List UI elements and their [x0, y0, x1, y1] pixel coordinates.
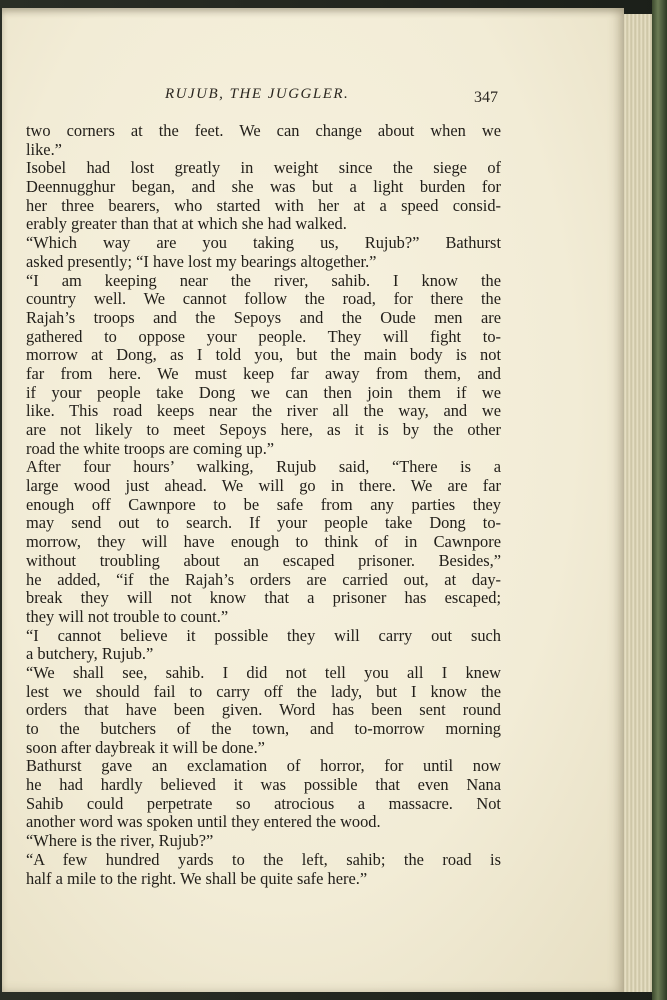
text-line: road the white troops are coming up.” — [26, 439, 275, 458]
text-line: Bathurst gave an exclamation of horror, for until now — [26, 757, 501, 776]
text-line: enough off Cawnpore to be safe from any parties they — [26, 495, 501, 514]
text-line: without troubling about an escaped prisoner. Besides,” — [26, 551, 501, 570]
text-line: they will not trouble to count.” — [26, 607, 229, 626]
text-line: two corners at the feet. We can change about when we — [26, 122, 501, 140]
text-line: half a mile to the right. We shall be quite safe here.” — [26, 869, 368, 888]
page-number: 347 — [474, 89, 498, 106]
body-text — [26, 122, 501, 888]
text-line: Sahib could perpetrate so atrocious a massacre. Not — [26, 794, 501, 813]
book-cover-edge — [652, 0, 667, 1000]
text-line: asked presently; “I have lost my bearings altogether.” — [26, 252, 377, 271]
text-line: he added, “if the Rajah’s orders are carried out, at day- — [26, 570, 501, 589]
text-line: another word was spoken until they entered the wood. — [26, 813, 381, 832]
text-line: like. This road keeps near the river all the way, and we — [26, 402, 501, 421]
text-line: country well. We cannot follow the road, for there the — [26, 290, 501, 309]
running-title: RUJUB, THE JUGGLER. — [165, 86, 350, 102]
text-line: “A few hundred yards to the left, sahib; the road is — [26, 850, 501, 869]
text-line: may send out to search. If your people take Dong to- — [26, 514, 501, 533]
text-line: morrow, they will have enough to think of in Cawnpore — [26, 533, 501, 552]
text-line: “I cannot believe it possible they will carry out such — [26, 626, 501, 645]
text-line: lest we should fail to carry off the lady, but I know the — [26, 682, 501, 701]
text-line: “I am keeping near the river, sahib. I know the — [26, 271, 501, 290]
text-line: large wood just ahead. We will go in there. We are far — [26, 477, 501, 496]
text-line: gathered to oppose your people. They will fight to- — [26, 327, 501, 346]
text-line: far from here. We must keep far away from them, and — [26, 364, 501, 383]
text-line: her three bearers, who started with her at a speed consid- — [26, 196, 501, 215]
text-line: soon after daybreak it will be done.” — [26, 738, 265, 757]
text-line: like.” — [26, 140, 62, 159]
text-line: morrow at Dong, as I told you, but the main body is not — [26, 346, 501, 365]
text-line: break they will not know that a prisoner has escaped; — [26, 589, 501, 608]
text-line: a butchery, Rujub.” — [26, 645, 154, 664]
text-line: Deennugghur began, and she was but a light burden for — [26, 178, 501, 197]
text-line: After four hours’ walking, Rujub said, “There is a — [26, 458, 501, 477]
text-line: “Where is the river, Rujub?” — [26, 832, 214, 851]
text-line: Rajah’s troops and the Sepoys and the Oude men are — [26, 308, 501, 327]
text-line: are not likely to meet Sepoys here, as it is by the other — [26, 421, 501, 439]
text-line: “We shall see, sahib. I did not tell you all I knew — [26, 663, 501, 682]
text-line: if your people take Dong we can then join them if we — [26, 383, 501, 402]
book-page — [2, 8, 624, 992]
text-line: “Which way are you taking us, Rujub?” Bathurst — [26, 234, 501, 253]
text-line: he had hardly believed it was possible that even Nana — [26, 776, 501, 795]
text-line: erably greater than that at which she had walked. — [26, 215, 347, 234]
text-line: Isobel had lost greatly in weight since the siege of — [26, 159, 501, 178]
text-line: orders that have been given. Word has been sent round — [26, 701, 501, 720]
text-line: to the butchers of the town, and to-morrow morning — [26, 720, 501, 738]
